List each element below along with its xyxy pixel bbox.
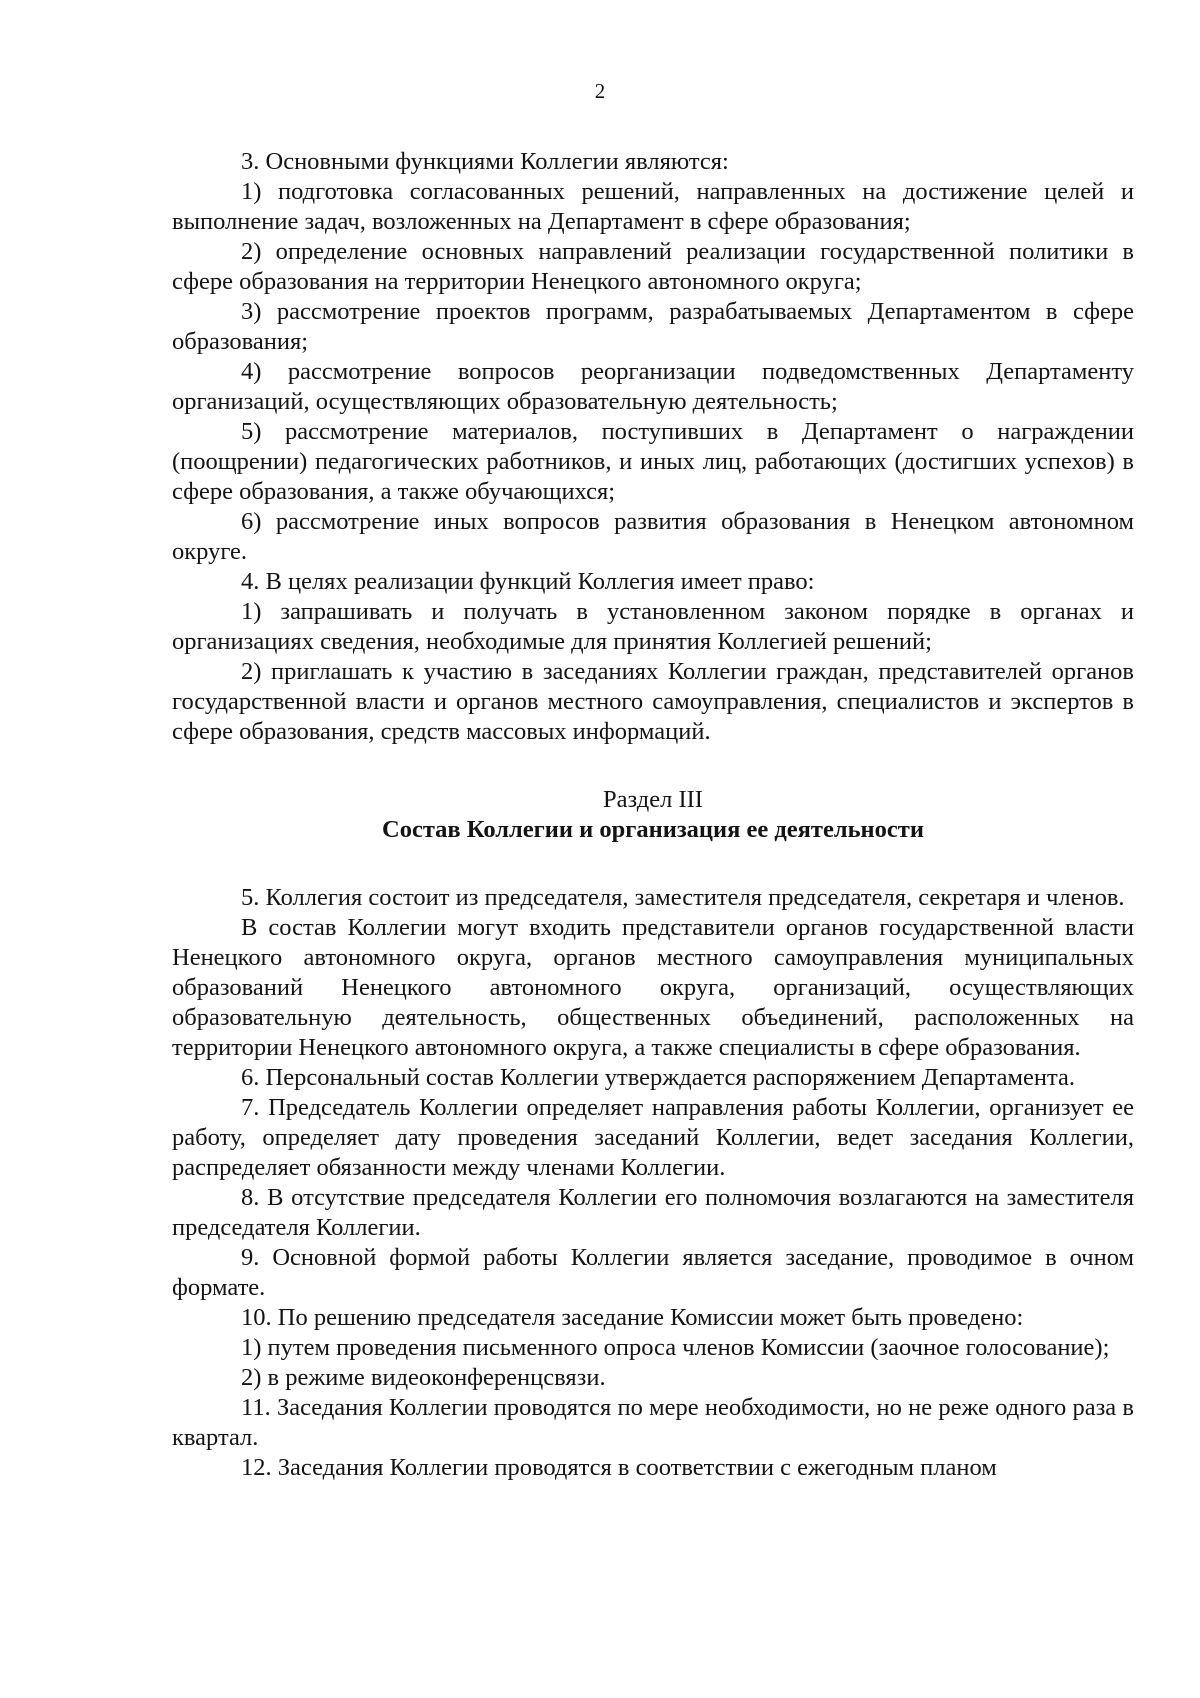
- section-number: Раздел III: [603, 786, 703, 813]
- paragraph: 1) запрашивать и получать в установленном законом порядке в органах и организациях сведения, необходимые для принятия Коллегией решений;: [172, 598, 1134, 655]
- paragraph: 1) путем проведения письменного опроса членов Комиссии (заочное голосование);: [241, 1334, 1110, 1361]
- paragraph: 5) рассмотрение материалов, поступивших в Департамент о награждении (поощрении) педагогических работников, и иных лиц, работающих (достигших успехов) в сфере образования, а также обучающихся;: [172, 418, 1134, 505]
- paragraph: 1) подготовка согласованных решений, направленных на достижение целей и выполнение задач, возложенных на Департамент в сфере образования;: [172, 178, 1134, 235]
- composition-block: [172, 883, 1134, 1483]
- paragraph: 3. Основными функциями Коллегии являются:: [241, 148, 729, 175]
- paragraph: 9. Основной формой работы Коллегии является заседание, проводимое в очном формате.: [172, 1244, 1134, 1301]
- paragraph: 12. Заседания Коллегии проводятся в соответствии с ежегодным планом: [241, 1454, 997, 1481]
- paragraph: 2) в режиме видеоконференцсвязи.: [241, 1364, 606, 1391]
- paragraph: 6. Персональный состав Коллегии утверждается распоряжением Департамента.: [241, 1064, 1075, 1091]
- paragraph: 10. По решению председателя заседание Комиссии может быть проведено:: [241, 1304, 1024, 1331]
- paragraph: 2) определение основных направлений реализации государственной политики в сфере образования на территории Ненецкого автономного округа;: [172, 238, 1134, 295]
- paragraph: 3) рассмотрение проектов программ, разрабатываемых Департаментом в сфере образования;: [172, 298, 1134, 355]
- paragraph: 4. В целях реализации функций Коллегия имеет право:: [241, 568, 815, 595]
- paragraph: 11. Заседания Коллегии проводятся по мере необходимости, но не реже одного раза в квартал.: [172, 1394, 1134, 1451]
- paragraph: В состав Коллегии могут входить представители органов государственной власти Ненецкого автономного округа, органов местного самоуправления муниципальных образований Ненецкого автономного округа, организаций, осуществляющих образовательную деятельность, общественных объединений, расположенных на территории Ненецкого автономного округа, а также специалисты в сфере образования.: [172, 914, 1134, 1061]
- page-number: 2: [594, 79, 606, 103]
- functions-block: [172, 147, 1134, 747]
- paragraph: 8. В отсутствие председателя Коллегии его полномочия возлагаются на заместителя председателя Коллегии.: [172, 1184, 1134, 1241]
- paragraph: 5. Коллегия состоит из председателя, заместителя председателя, секретаря и членов.: [241, 884, 1125, 911]
- paragraph: 7. Председатель Коллегии определяет направления работы Коллегии, организует ее работу, определяет дату проведения заседаний Коллегии, ведет заседания Коллегии, распределяет обязанности между членами Коллегии.: [172, 1094, 1134, 1181]
- section-title: Состав Коллегии и организация ее деятельности: [382, 816, 924, 843]
- paragraph: 2) приглашать к участию в заседаниях Коллегии граждан, представителей органов государственной власти и органов местного самоуправления, специалистов и экспертов в сфере образования, средств массовых информаций.: [172, 658, 1134, 745]
- document-body: [172, 147, 1134, 1483]
- paragraph: 4) рассмотрение вопросов реорганизации подведомственных Департаменту организаций, осуществляющих образовательную деятельность;: [172, 358, 1134, 415]
- paragraph: 6) рассмотрение иных вопросов развития образования в Ненецком автономном округе.: [172, 508, 1134, 565]
